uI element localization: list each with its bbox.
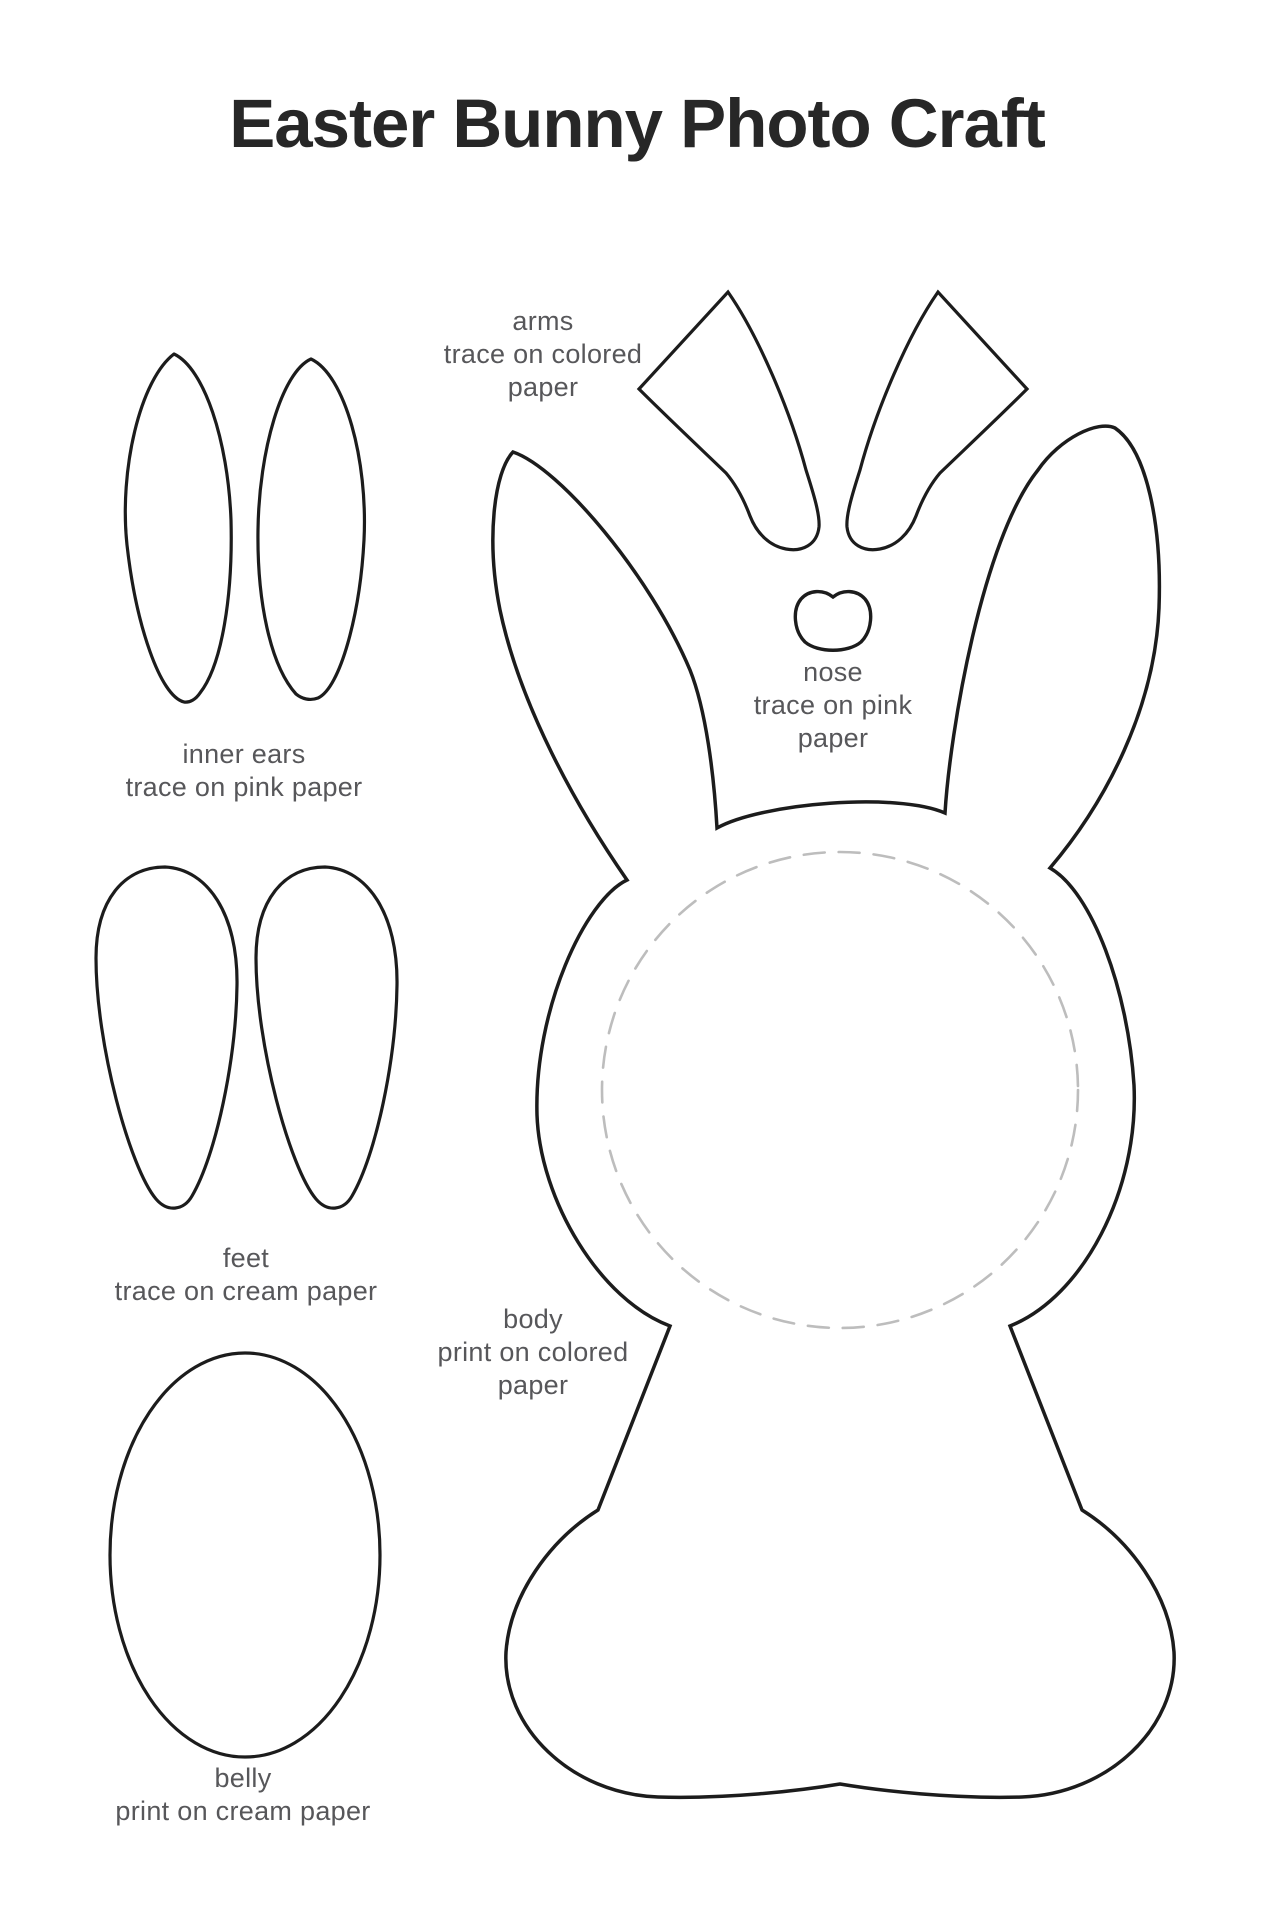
body-label-line: body [503,1304,563,1334]
feet-group [96,867,397,1208]
inner-ear-right-shape [258,359,365,699]
feet-label-line: feet [222,1243,270,1273]
belly-label [83,1762,403,1828]
body-label [373,1303,693,1402]
nose-label-line: paper [797,723,869,753]
arms-label-line: trace on colored [443,339,643,369]
nose-label [673,656,993,755]
inner-ears-label [84,738,404,804]
page-title: Easter Bunny Photo Craft [229,85,1045,162]
nose-label-line: trace on pink [753,690,913,720]
arms-label [383,305,703,404]
inner-ears-label-line: inner ears [182,739,306,769]
body-label-line: paper [497,1370,569,1400]
body-label-line: print on colored [437,1337,629,1367]
feet-label [86,1242,406,1308]
inner-ears-label-line: trace on pink paper [125,772,363,802]
belly-label-line: print on cream paper [115,1796,371,1826]
foot-left-shape [96,867,237,1208]
photo-placeholder-circle [602,852,1078,1328]
inner-ears-group [125,354,364,702]
nose-label-line: nose [803,657,863,687]
feet-label-line: trace on cream paper [114,1276,378,1306]
arms-label-line: paper [507,372,579,402]
arms-label-line: arms [512,306,574,336]
nose-shape [795,592,870,651]
inner-ear-left-shape [125,354,231,702]
foot-right-shape [256,867,397,1208]
bunny-body-shape [493,426,1174,1797]
belly-shape [110,1353,380,1757]
belly-label-line: belly [214,1763,272,1793]
arm-right-shape [847,292,1027,550]
